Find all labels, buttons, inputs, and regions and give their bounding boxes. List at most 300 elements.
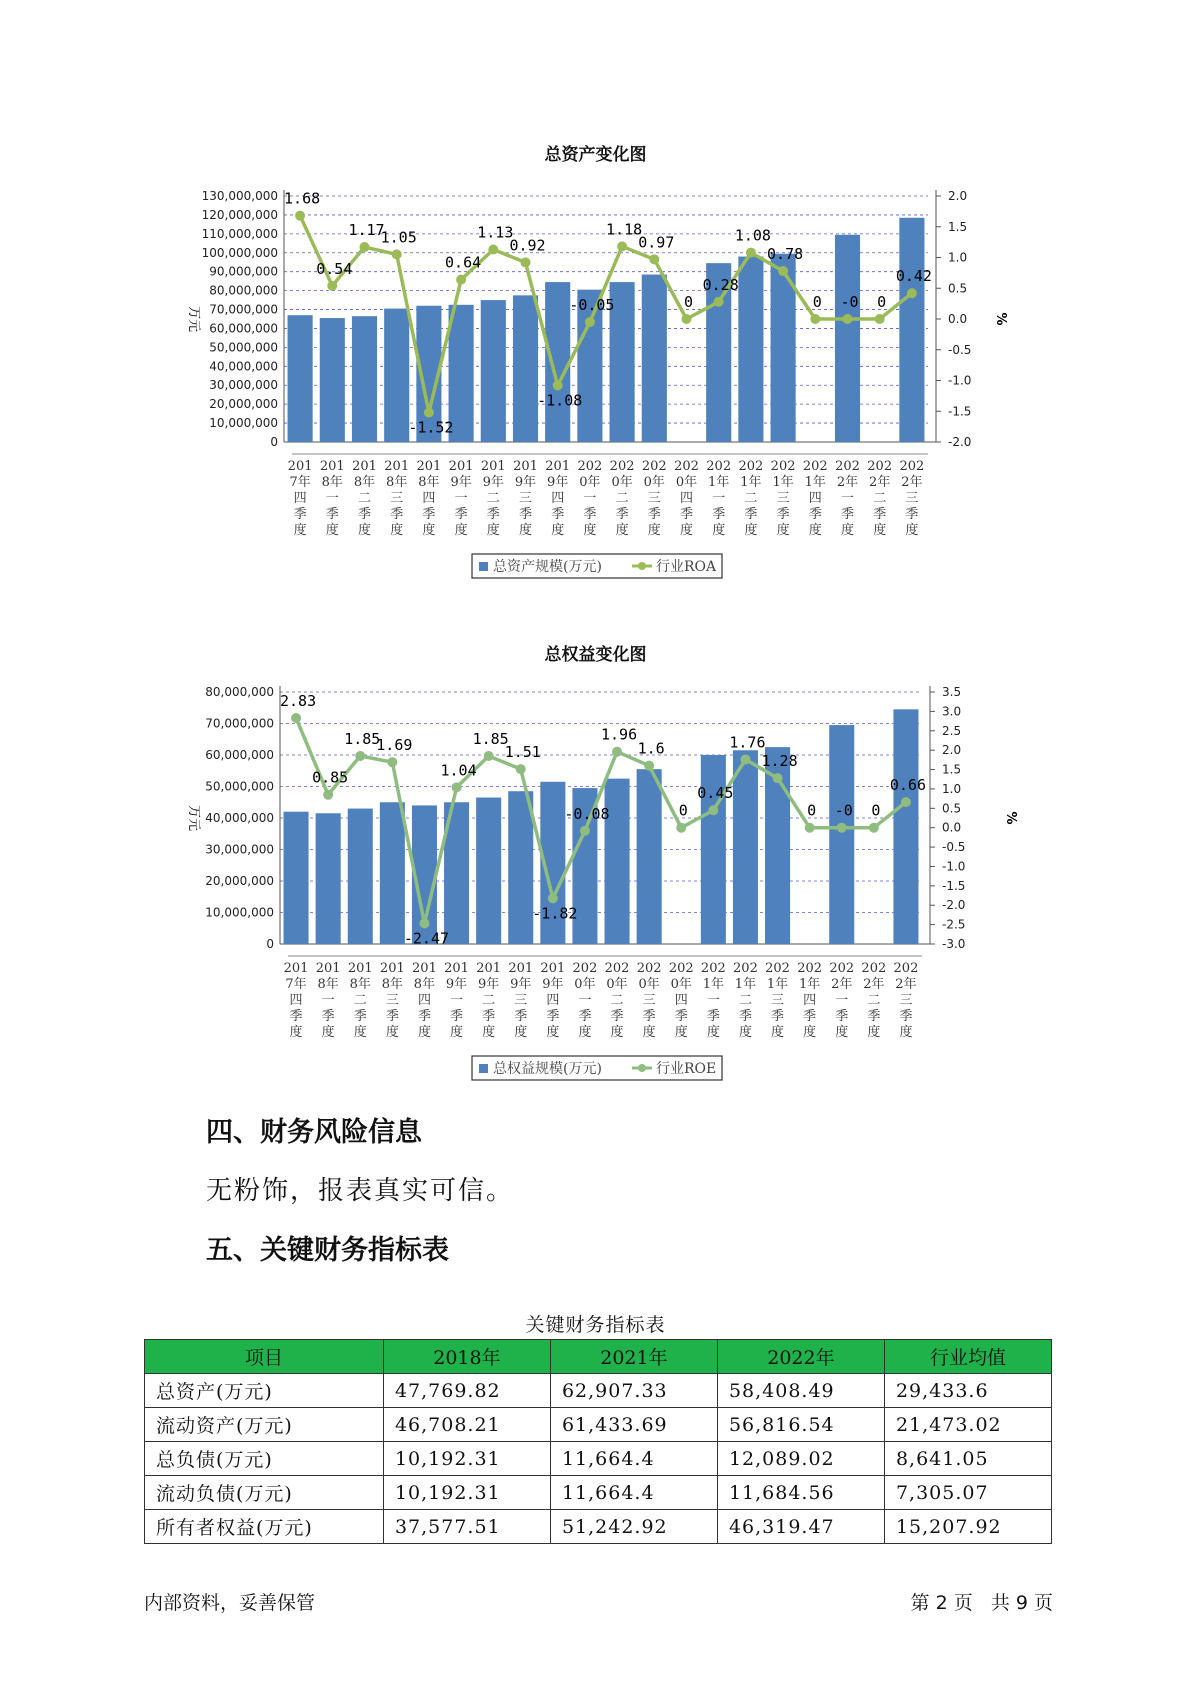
x-tick-label: 二 bbox=[482, 993, 496, 1008]
bar bbox=[899, 218, 924, 442]
financial-risk-text: 无粉饰，报表真实可信。 bbox=[206, 1176, 515, 1206]
bar bbox=[476, 798, 501, 944]
data-label: 1.85 bbox=[472, 729, 509, 748]
x-tick-label: 季 bbox=[321, 1009, 335, 1024]
y2-tick-label: -2.0 bbox=[948, 435, 972, 449]
line-point bbox=[548, 893, 558, 903]
x-tick-label: 202 bbox=[604, 961, 630, 976]
y-tick-label: 10,000,000 bbox=[205, 905, 274, 920]
line-point bbox=[488, 245, 498, 255]
x-tick-label: 季 bbox=[738, 1009, 752, 1024]
line-point bbox=[901, 797, 911, 807]
y-tick-label: 70,000,000 bbox=[209, 302, 278, 317]
y-tick-label: 90,000,000 bbox=[209, 264, 278, 279]
x-tick-label: 2年 bbox=[863, 977, 885, 992]
x-tick-label: 度 bbox=[706, 1025, 720, 1040]
x-tick-label: 2年 bbox=[901, 475, 923, 490]
line-point bbox=[740, 754, 750, 764]
bar bbox=[545, 282, 570, 442]
data-label: 0.78 bbox=[767, 245, 804, 264]
x-tick-label: 度 bbox=[642, 1025, 656, 1040]
data-label: 0 bbox=[812, 293, 822, 311]
table-cell: 流动资产(万元) bbox=[145, 1408, 384, 1442]
x-tick-label: 度 bbox=[514, 1025, 528, 1040]
x-tick-label: 季 bbox=[744, 507, 758, 522]
bar bbox=[642, 275, 667, 442]
table-cell: 11,684.56 bbox=[717, 1476, 884, 1510]
data-label: 1.18 bbox=[606, 220, 643, 239]
x-tick-label: 二 bbox=[867, 993, 881, 1008]
table-cell: 21,473.02 bbox=[884, 1408, 1051, 1442]
x-tick-label: 四 bbox=[679, 491, 694, 506]
line-point bbox=[708, 805, 718, 815]
x-tick-label: 度 bbox=[771, 1025, 785, 1040]
x-tick-label: 度 bbox=[422, 523, 436, 538]
x-tick-label: 201 bbox=[545, 459, 571, 474]
y2-tick-label: -2.0 bbox=[942, 898, 966, 913]
x-tick-label: 二 bbox=[357, 491, 372, 506]
x-tick-label: 201 bbox=[513, 459, 538, 474]
table-caption: 关键财务指标表 bbox=[525, 1314, 666, 1336]
line-point bbox=[875, 314, 885, 324]
data-label: 0 bbox=[871, 801, 881, 820]
section-heading-financial-risk: 四、财务风险信息 bbox=[206, 1117, 422, 1148]
x-tick-label: 2年 bbox=[895, 977, 917, 992]
x-tick-label: 度 bbox=[357, 523, 372, 538]
table-cell: 所有者权益(万元) bbox=[145, 1510, 384, 1544]
x-tick-label: 202 bbox=[797, 961, 823, 976]
column-header: 2018年 bbox=[383, 1340, 550, 1374]
x-tick-label: 三 bbox=[390, 491, 404, 506]
table-row bbox=[145, 1476, 1052, 1510]
x-tick-label: 9年 bbox=[510, 977, 532, 992]
x-tick-label: 202 bbox=[636, 961, 662, 976]
y-tick-label: 10,000,000 bbox=[209, 416, 278, 431]
line-point bbox=[907, 288, 917, 298]
line-point bbox=[355, 751, 365, 761]
x-tick-label: 季 bbox=[518, 507, 533, 522]
x-tick-label: 四 bbox=[422, 491, 436, 506]
x-tick-label: 202 bbox=[738, 459, 764, 474]
x-tick-label: 季 bbox=[771, 1009, 785, 1024]
y-tick-label: 40,000,000 bbox=[205, 811, 274, 825]
x-tick-label: 度 bbox=[776, 523, 790, 538]
x-tick-label: 201 bbox=[384, 459, 410, 474]
data-label: 0.66 bbox=[889, 776, 927, 795]
x-tick-label: 1年 bbox=[740, 475, 762, 490]
x-tick-label: 2年 bbox=[869, 475, 891, 490]
line-point bbox=[516, 764, 526, 774]
x-tick-label: 季 bbox=[679, 507, 694, 522]
bar bbox=[733, 750, 758, 944]
data-label: 0.42 bbox=[895, 267, 932, 286]
y2-tick-label: 0.5 bbox=[942, 801, 962, 816]
bar bbox=[288, 315, 313, 442]
y2-tick-label: -1.5 bbox=[942, 878, 966, 893]
x-tick-label: 四 bbox=[289, 993, 303, 1008]
y2-tick-label: -2.5 bbox=[942, 917, 966, 932]
line-point bbox=[612, 747, 622, 757]
x-tick-label: 四 bbox=[808, 491, 822, 506]
y2-tick-label: -3.0 bbox=[942, 937, 966, 951]
x-tick-label: 8年 bbox=[381, 977, 403, 992]
line-point bbox=[649, 254, 659, 264]
y-tick-label: 60,000,000 bbox=[209, 321, 278, 336]
x-tick-label: 202 bbox=[641, 459, 667, 474]
x-tick-label: 季 bbox=[514, 1009, 528, 1024]
x-tick-label: 201 bbox=[444, 961, 469, 976]
x-tick-label: 0年 bbox=[670, 977, 692, 992]
line-point bbox=[837, 823, 847, 833]
x-tick-label: 202 bbox=[572, 961, 598, 976]
y2-tick-label: 1.5 bbox=[948, 219, 968, 234]
y-tick-label: 60,000,000 bbox=[205, 748, 274, 762]
legend-label-bar: 总权益规模(万元) bbox=[493, 1061, 602, 1077]
data-label: 0 bbox=[683, 293, 694, 311]
y2-tick-label: 2.0 bbox=[948, 189, 968, 203]
data-label: 0.92 bbox=[509, 236, 546, 255]
legend-swatch-point bbox=[638, 562, 646, 570]
table-cell: 62,907.33 bbox=[550, 1374, 717, 1408]
data-label: -0 bbox=[840, 293, 859, 311]
x-tick-label: 201 bbox=[480, 459, 506, 474]
x-tick-label: 202 bbox=[861, 961, 887, 976]
bar bbox=[316, 813, 341, 944]
data-label: -1.08 bbox=[537, 391, 583, 410]
x-tick-label: 201 bbox=[379, 961, 405, 976]
x-tick-label: 202 bbox=[609, 459, 635, 474]
data-label: -2.47 bbox=[403, 929, 450, 948]
y-tick-label: 100,000,000 bbox=[201, 245, 278, 260]
bar bbox=[829, 725, 854, 944]
total-equity-chart bbox=[0, 640, 1191, 1090]
bar bbox=[320, 318, 345, 442]
x-tick-label: 1年 bbox=[772, 475, 794, 490]
x-tick-label: 度 bbox=[293, 523, 307, 538]
table-cell: 29,433.6 bbox=[884, 1374, 1051, 1408]
x-tick-label: 度 bbox=[835, 1025, 849, 1040]
data-label: 1.68 bbox=[284, 189, 321, 208]
data-label: 0.97 bbox=[638, 233, 675, 252]
table-row bbox=[145, 1510, 1052, 1544]
x-tick-label: 0年 bbox=[643, 475, 665, 490]
x-tick-label: 201 bbox=[287, 459, 313, 474]
line-point bbox=[327, 281, 337, 291]
y-tick-label: 80,000,000 bbox=[209, 283, 278, 298]
y2-tick-label: 1.0 bbox=[948, 250, 968, 265]
footer-confidential-note: 内部资料，妥善保管 bbox=[144, 1592, 316, 1614]
x-tick-label: 度 bbox=[578, 1025, 592, 1040]
y2-tick-label: 3.5 bbox=[942, 685, 962, 699]
x-tick-label: 度 bbox=[905, 523, 919, 538]
legend-swatch-bar bbox=[479, 1064, 488, 1073]
bar bbox=[352, 316, 377, 442]
x-tick-label: 四 bbox=[417, 993, 431, 1008]
y-tick-label: 30,000,000 bbox=[205, 842, 274, 857]
bar bbox=[284, 812, 309, 944]
x-tick-label: 季 bbox=[325, 507, 339, 522]
column-header: 2022年 bbox=[717, 1340, 884, 1374]
x-tick-label: 201 bbox=[540, 961, 566, 976]
table-row bbox=[145, 1374, 1052, 1408]
data-label: -0 bbox=[834, 801, 853, 820]
x-tick-label: 三 bbox=[642, 993, 656, 1008]
y-tick-label: 0 bbox=[270, 435, 278, 449]
x-tick-label: 8年 bbox=[353, 475, 376, 490]
data-label: 0.64 bbox=[445, 253, 482, 272]
table-cell: 11,664.4 bbox=[550, 1476, 717, 1510]
x-tick-label: 0年 bbox=[611, 475, 633, 490]
x-tick-label: 二 bbox=[486, 491, 500, 506]
x-tick-label: 二 bbox=[744, 491, 758, 506]
x-tick-label: 度 bbox=[615, 523, 629, 538]
x-tick-label: 二 bbox=[353, 993, 367, 1008]
bar bbox=[384, 309, 409, 442]
x-tick-label: 8年 bbox=[321, 475, 343, 490]
table-cell: 10,192.31 bbox=[383, 1476, 550, 1510]
x-tick-label: 201 bbox=[476, 961, 502, 976]
line-point bbox=[323, 790, 333, 800]
data-label: 0.54 bbox=[316, 259, 353, 278]
x-tick-label: 季 bbox=[873, 507, 887, 522]
x-tick-label: 202 bbox=[674, 459, 699, 474]
line-point bbox=[810, 314, 820, 324]
y2-tick-label: -0.5 bbox=[948, 342, 972, 357]
x-tick-label: 9年 bbox=[478, 977, 500, 992]
x-tick-label: 季 bbox=[551, 507, 565, 522]
chart-title: 总权益变化图 bbox=[544, 645, 647, 665]
line-point bbox=[419, 918, 429, 928]
table-cell: 61,433.69 bbox=[550, 1408, 717, 1442]
x-tick-label: 202 bbox=[733, 961, 758, 976]
footer-page-number: 第 2 页 共 9 页 bbox=[910, 1592, 1053, 1614]
x-tick-label: 三 bbox=[514, 993, 528, 1008]
x-tick-label: 0年 bbox=[606, 977, 628, 992]
x-tick-label: 季 bbox=[450, 1009, 464, 1024]
x-tick-label: 季 bbox=[905, 507, 919, 522]
y2-tick-label: 2.5 bbox=[942, 723, 962, 738]
bar bbox=[835, 235, 860, 442]
x-tick-label: 季 bbox=[610, 1009, 624, 1024]
line-point bbox=[580, 826, 590, 836]
data-label: 1.85 bbox=[344, 729, 381, 748]
data-label: 1.04 bbox=[440, 761, 477, 780]
y2-tick-label: 3.0 bbox=[942, 704, 962, 719]
x-tick-label: 季 bbox=[803, 1009, 817, 1024]
x-tick-label: 三 bbox=[518, 491, 533, 506]
x-tick-label: 度 bbox=[867, 1025, 881, 1040]
line-point bbox=[392, 249, 402, 259]
x-tick-label: 202 bbox=[835, 459, 860, 474]
x-tick-label: 8年 bbox=[386, 475, 408, 490]
table-row bbox=[145, 1442, 1052, 1476]
column-header: 项目 bbox=[145, 1340, 384, 1374]
x-tick-label: 季 bbox=[293, 507, 307, 522]
x-tick-label: 8年 bbox=[418, 475, 440, 490]
table-cell: 56,816.54 bbox=[717, 1408, 884, 1442]
x-tick-label: 1年 bbox=[804, 475, 826, 490]
x-tick-label: 202 bbox=[668, 961, 694, 976]
table-row bbox=[145, 1408, 1052, 1442]
data-label: 0 bbox=[678, 801, 688, 820]
y2-tick-label: 1.0 bbox=[942, 781, 962, 796]
data-label: -0.08 bbox=[564, 804, 610, 823]
data-label: 1.69 bbox=[376, 736, 413, 755]
x-tick-label: 201 bbox=[416, 459, 442, 474]
x-tick-label: 季 bbox=[486, 507, 500, 522]
section-heading-key-indicators: 五、关键财务指标表 bbox=[206, 1235, 449, 1266]
x-tick-label: 度 bbox=[417, 1025, 431, 1040]
table-cell: 总资产(万元) bbox=[145, 1374, 384, 1408]
x-tick-label: 二 bbox=[615, 491, 629, 506]
x-tick-label: 度 bbox=[679, 523, 694, 538]
x-tick-label: 2年 bbox=[836, 475, 859, 490]
line-point bbox=[676, 823, 686, 833]
line-point bbox=[869, 823, 879, 833]
x-tick-label: 一 bbox=[578, 993, 592, 1008]
bar bbox=[508, 791, 533, 944]
x-tick-label: 度 bbox=[325, 523, 339, 538]
x-tick-label: 度 bbox=[390, 523, 404, 538]
bar bbox=[738, 257, 763, 442]
x-tick-label: 201 bbox=[352, 459, 377, 474]
x-tick-label: 度 bbox=[482, 1025, 496, 1040]
x-tick-label: 四 bbox=[803, 993, 817, 1008]
x-tick-label: 二 bbox=[738, 993, 752, 1008]
x-tick-label: 1年 bbox=[708, 475, 730, 490]
x-tick-label: 度 bbox=[803, 1025, 817, 1040]
legend-swatch-bar bbox=[479, 562, 488, 571]
y-tick-label: 110,000,000 bbox=[201, 226, 278, 241]
x-tick-label: 1年 bbox=[702, 977, 724, 992]
x-tick-label: 四 bbox=[546, 993, 560, 1008]
x-tick-label: 三 bbox=[385, 993, 399, 1008]
y2-tick-label: 2.0 bbox=[942, 743, 962, 758]
y-tick-label: 80,000,000 bbox=[205, 685, 274, 699]
x-tick-label: 7年 bbox=[289, 475, 311, 490]
x-tick-label: 201 bbox=[508, 961, 534, 976]
x-tick-label: 二 bbox=[873, 491, 887, 506]
table-cell: 8,641.05 bbox=[884, 1442, 1051, 1476]
legend-swatch-point bbox=[638, 1064, 646, 1072]
data-label: 1.76 bbox=[729, 733, 766, 752]
total-assets-chart bbox=[0, 140, 1191, 590]
x-tick-label: 季 bbox=[835, 1009, 849, 1024]
data-label: 1.28 bbox=[761, 752, 798, 771]
x-tick-label: 季 bbox=[583, 507, 597, 522]
x-tick-label: 度 bbox=[674, 1025, 688, 1040]
x-tick-label: 度 bbox=[454, 523, 468, 538]
legend-label-line: 行业ROE bbox=[656, 1061, 717, 1077]
y-tick-label: 0 bbox=[266, 937, 274, 951]
x-tick-label: 一 bbox=[706, 993, 720, 1008]
table-cell: 46,319.47 bbox=[717, 1510, 884, 1544]
data-label: 0.28 bbox=[702, 275, 739, 294]
x-tick-label: 季 bbox=[712, 507, 726, 522]
data-label: 0 bbox=[807, 801, 817, 820]
x-tick-label: 季 bbox=[482, 1009, 496, 1024]
x-tick-label: 三 bbox=[776, 491, 790, 506]
y2-tick-label: -1.0 bbox=[948, 373, 972, 388]
x-tick-label: 0年 bbox=[675, 475, 698, 490]
x-tick-label: 季 bbox=[353, 1009, 367, 1024]
x-tick-label: 季 bbox=[674, 1009, 688, 1024]
data-label: 1.51 bbox=[504, 743, 541, 762]
x-tick-label: 度 bbox=[610, 1025, 624, 1040]
x-tick-label: 三 bbox=[899, 993, 913, 1008]
chart-canvas bbox=[0, 640, 1191, 1090]
x-tick-label: 四 bbox=[674, 993, 688, 1008]
table-cell: 46,708.21 bbox=[383, 1408, 550, 1442]
data-label: 1.13 bbox=[477, 223, 514, 242]
x-tick-label: 202 bbox=[802, 459, 828, 474]
table-cell: 流动负债(万元) bbox=[145, 1476, 384, 1510]
line-point bbox=[291, 713, 301, 723]
x-tick-label: 季 bbox=[615, 507, 629, 522]
x-tick-label: 季 bbox=[454, 507, 468, 522]
line-point bbox=[484, 751, 494, 761]
x-tick-label: 季 bbox=[289, 1009, 303, 1024]
line-point bbox=[617, 241, 627, 251]
table-cell: 11,664.4 bbox=[550, 1442, 717, 1476]
line-point bbox=[682, 314, 692, 324]
line-point bbox=[746, 248, 756, 258]
y2-tick-label: 0.5 bbox=[948, 281, 968, 296]
x-tick-label: 9年 bbox=[445, 977, 468, 992]
x-tick-label: 季 bbox=[808, 507, 822, 522]
x-tick-label: 201 bbox=[448, 459, 474, 474]
x-tick-label: 季 bbox=[642, 1009, 656, 1024]
x-tick-label: 季 bbox=[706, 1009, 720, 1024]
table-header-row bbox=[145, 1340, 1052, 1374]
line-point bbox=[521, 257, 531, 267]
table-cell: 47,769.82 bbox=[383, 1374, 550, 1408]
x-tick-label: 季 bbox=[385, 1009, 399, 1024]
x-tick-label: 0年 bbox=[638, 977, 660, 992]
x-tick-label: 8年 bbox=[349, 977, 371, 992]
table-cell: 10,192.31 bbox=[383, 1442, 550, 1476]
x-tick-label: 8年 bbox=[317, 977, 339, 992]
x-tick-label: 202 bbox=[893, 961, 919, 976]
bar bbox=[348, 809, 373, 944]
data-label: 1.17 bbox=[348, 221, 385, 240]
x-tick-label: 三 bbox=[647, 491, 661, 506]
bar bbox=[380, 802, 405, 944]
line-point bbox=[805, 823, 815, 833]
x-tick-label: 9年 bbox=[547, 475, 569, 490]
x-tick-label: 度 bbox=[647, 523, 661, 538]
x-tick-label: 季 bbox=[899, 1009, 913, 1024]
line-point bbox=[778, 266, 788, 276]
chart-canvas bbox=[0, 140, 1191, 590]
y2-tick-label: -1.0 bbox=[942, 859, 966, 874]
bar bbox=[605, 779, 630, 944]
x-tick-label: 9年 bbox=[542, 977, 564, 992]
x-tick-label: 度 bbox=[738, 1025, 752, 1040]
x-tick-label: 201 bbox=[347, 961, 373, 976]
data-label: 0.45 bbox=[697, 784, 734, 803]
line-point bbox=[295, 211, 305, 221]
x-tick-label: 7年 bbox=[285, 977, 307, 992]
x-tick-label: 一 bbox=[321, 993, 335, 1008]
x-tick-label: 201 bbox=[412, 961, 437, 976]
key-financial-indicators-table bbox=[144, 1339, 1052, 1544]
y-tick-label: 130,000,000 bbox=[201, 189, 278, 203]
line-point bbox=[452, 782, 462, 792]
x-tick-label: 季 bbox=[357, 507, 372, 522]
x-tick-label: 度 bbox=[546, 1025, 560, 1040]
y-tick-label: 50,000,000 bbox=[205, 779, 274, 794]
